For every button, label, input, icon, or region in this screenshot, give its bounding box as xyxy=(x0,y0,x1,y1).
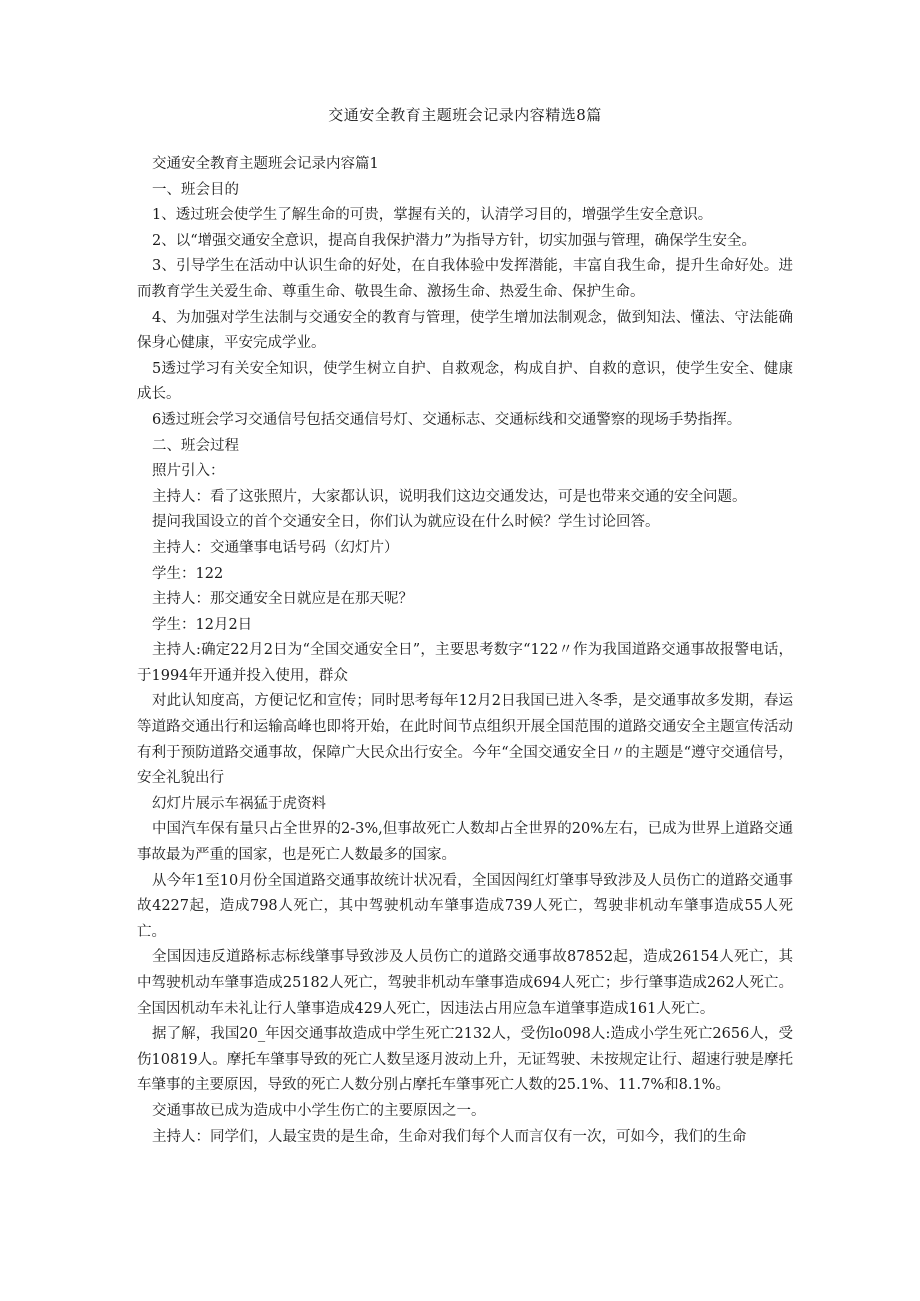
subsection-heading: 一、班会目的 xyxy=(152,181,239,198)
paragraph: 1、透过班会使学生了解生命的可贵，掌握有关的，认清学习目的，增强学生安全意识。 xyxy=(152,207,713,224)
paragraph: 从今年1至10月份全国道路交通事故统计状况看，全国因闯红灯肇事导致涉及人员伤亡的道路交通事故4227起，造成798人死亡，其中驾驶机动车肇事造成739人死亡，驾驶非机动车肇事造成55人死亡。 xyxy=(137,872,793,940)
section-heading: 交通安全教育主题班会记录内容篇1 xyxy=(152,156,379,172)
paragraph: 主持人：看了这张照片，大家都认识，说明我们这边交通发达，可是也带来交通的安全问题。 xyxy=(152,488,747,505)
paragraph: 主持人:确定22月2日为“全国交通安全日”，主要思考数字“122〃作为我国道路交通事故报警电话，于1994年开通并投入使用，群众 xyxy=(137,642,793,684)
paragraph: 主持人：同学们，人最宝贵的是生命，生命对我们每个人而言仅有一次，可如今，我们的生命 xyxy=(152,1128,747,1145)
paragraph: 2、以“增强交通安全意识，提高自我保护潜力”为指导方针，切实加强与管理，确保学生安全。 xyxy=(152,232,757,249)
paragraph: 中国汽车保有量只占全世界的2-3%,但事故死亡人数却占全世界的20%左右，已成为世界上道路交通事故最为严重的国家，也是死亡人数最多的国家。 xyxy=(137,821,793,864)
paragraph: 据了解，我国20_年因交通事故造成中学生死亡2132人，受伤lo098人:造成小学生死亡2656人，受伤10819人。摩托车肇事导致的死亡人数呈逐月波动上升，无证驾驶、未按规定让行、超速行驶是摩托车肇事的主要原因，导致的死亡人数分别占摩托车肇事死亡人数的25.1%、11.7%和8.1%。 xyxy=(137,1026,793,1094)
paragraph: 全国因违反道路标志标线肇事导致涉及人员伤亡的道路交通事故87852起，造成26154人死亡，其中驾驶机动车肇事造成25182人死亡，驾驶非机动车肇事造成694人死亡；步行肇事造成262人死亡。全国因机动车未礼让行人肇事造成429人死亡，因违法占用应急车道肇事造成161人死亡。 xyxy=(137,949,794,1017)
document-title: 交通安全教育主题班会记录内容精选8篇 xyxy=(328,106,602,124)
paragraph: 提问我国设立的首个交通安全日，你们认为就应设在什么时候？学生讨论回答。 xyxy=(152,514,660,531)
subsection-heading: 二、班会过程 xyxy=(152,437,239,454)
paragraph: 3、引导学生在活动中认识生命的好处，在自我体验中发挥潜能，丰富自我生命，提升生命好处。进而教育学生关爱生命、尊重生命、敬畏生命、激扬生命、热爱生命、保护生命。 xyxy=(137,258,793,300)
paragraph: 对此认知度高，方便记忆和宣传；同时思考每年12月2日我国已进入冬季，是交通事故多发期，春运等道路交通出行和运输高峰也即将开始，在此时间节点组织开展全国范围的道路交通安全主题宣传活动有利于预防道路交通事故，保障广大民众出行安全。今年“全国交通安全日〃的主题是“遵守交通信号，安全礼貌出行 xyxy=(137,693,793,787)
paragraph: 学生：12月2日 xyxy=(152,616,253,633)
paragraph: 照片引入： xyxy=(152,463,225,480)
paragraph: 4、为加强对学生法制与交通安全的教育与管理，使学生增加法制观念，做到知法、懂法、守法能确保身心健康，平安完成学业。 xyxy=(137,309,793,352)
paragraph: 学生：122 xyxy=(152,565,224,582)
paragraph: 幻灯片展示车祸猛于虎资料 xyxy=(152,795,326,812)
paragraph: 5透过学习有关安全知识，使学生树立自护、自救观念，构成自护、自救的意识，使学生安全、健康成长。 xyxy=(137,360,793,403)
document-page xyxy=(137,104,793,1150)
paragraph: 主持人：那交通安全日就应是在那天呢？ xyxy=(152,591,413,608)
paragraph: 主持人：交通肇事电话号码（幻灯片） xyxy=(152,539,399,556)
paragraph: 交通事故已成为造成中小学生伤亡的主要原因之一。 xyxy=(152,1102,486,1119)
paragraph: 6透过班会学习交通信号包括交通信号灯、交通标志、交通标线和交通警察的现场手势指挥。 xyxy=(152,411,742,428)
